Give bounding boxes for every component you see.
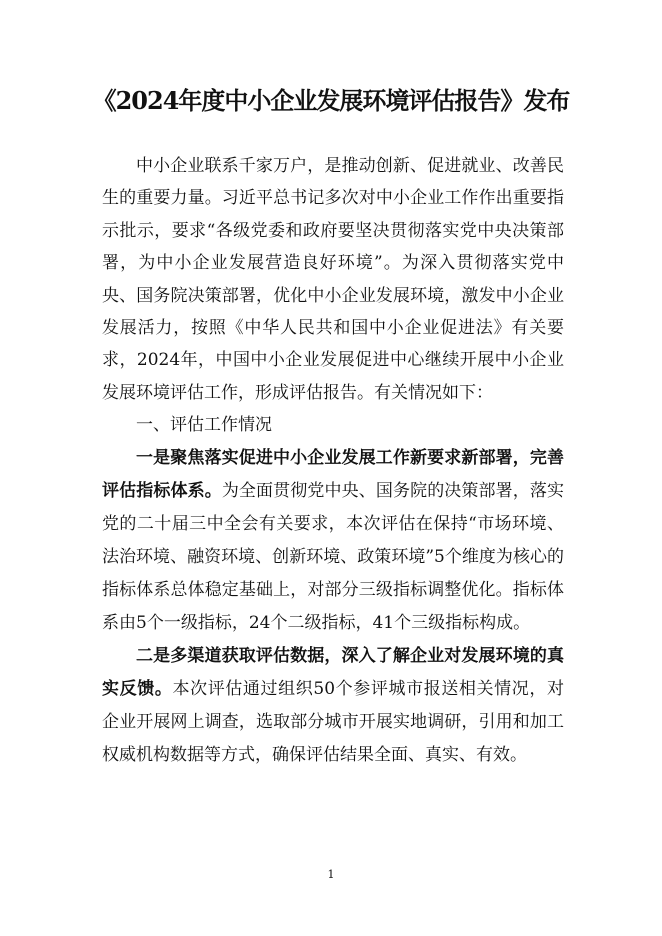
point-lead-2: 二是多渠道获取评估数据，深入了解企业对发展环境的真实反馈。 [102, 645, 564, 699]
page-number: 1 [327, 868, 335, 881]
intro-paragraph: 中小企业联系千家万户，是推动创新、促进就业、改善民生的重要力量。习近平总书记多次对中小企业工作作出重要指示批示，要求“各级党委和政府要坚决贯彻落实党中央决策部署，为中小企业发展营造良好环境”。为深入贯彻落实党中央、国务院决策部署，优化中小企业发展环境，激发中小企业发展活力，按照《中华人民共和国中小企业促进法》有关要求，2024年，中国中小企业发展促进中心继续开展中小企业发展环境评估工作，形成评估报告。有关情况如下： [102, 156, 564, 403]
document-body [102, 150, 564, 772]
point-lead-1: 一是聚焦落实促进中小企业发展工作新要求新部署，完善评估指标体系。 [102, 447, 564, 501]
point-paragraph-1 [102, 442, 564, 640]
point-text-2: 本次评估通过组织50个参评城市报送相关情况，对企业开展网上调查，选取部分城市开展实地调研，引用和加工权威机构数据等方式，确保评估结果全面、真实、有效。 [102, 678, 565, 765]
section-heading: 一、评估工作情况 [136, 415, 272, 436]
document-title: 《2024年度中小企业发展环境评估报告》发布 [92, 86, 570, 115]
point-text-1: 为全面贯彻党中央、国务院的决策部署，落实党的二十届三中全会有关要求，本次评估在保持“市场环境、法治环境、融资环境、创新环境、政策环境”5个维度为核心的指标体系总体稳定基础上，对部分三级指标调整优化。指标体系由5个一级指标，24个二级指标，41个三级指标构成。 [102, 480, 565, 633]
point-paragraph-2 [102, 640, 564, 772]
